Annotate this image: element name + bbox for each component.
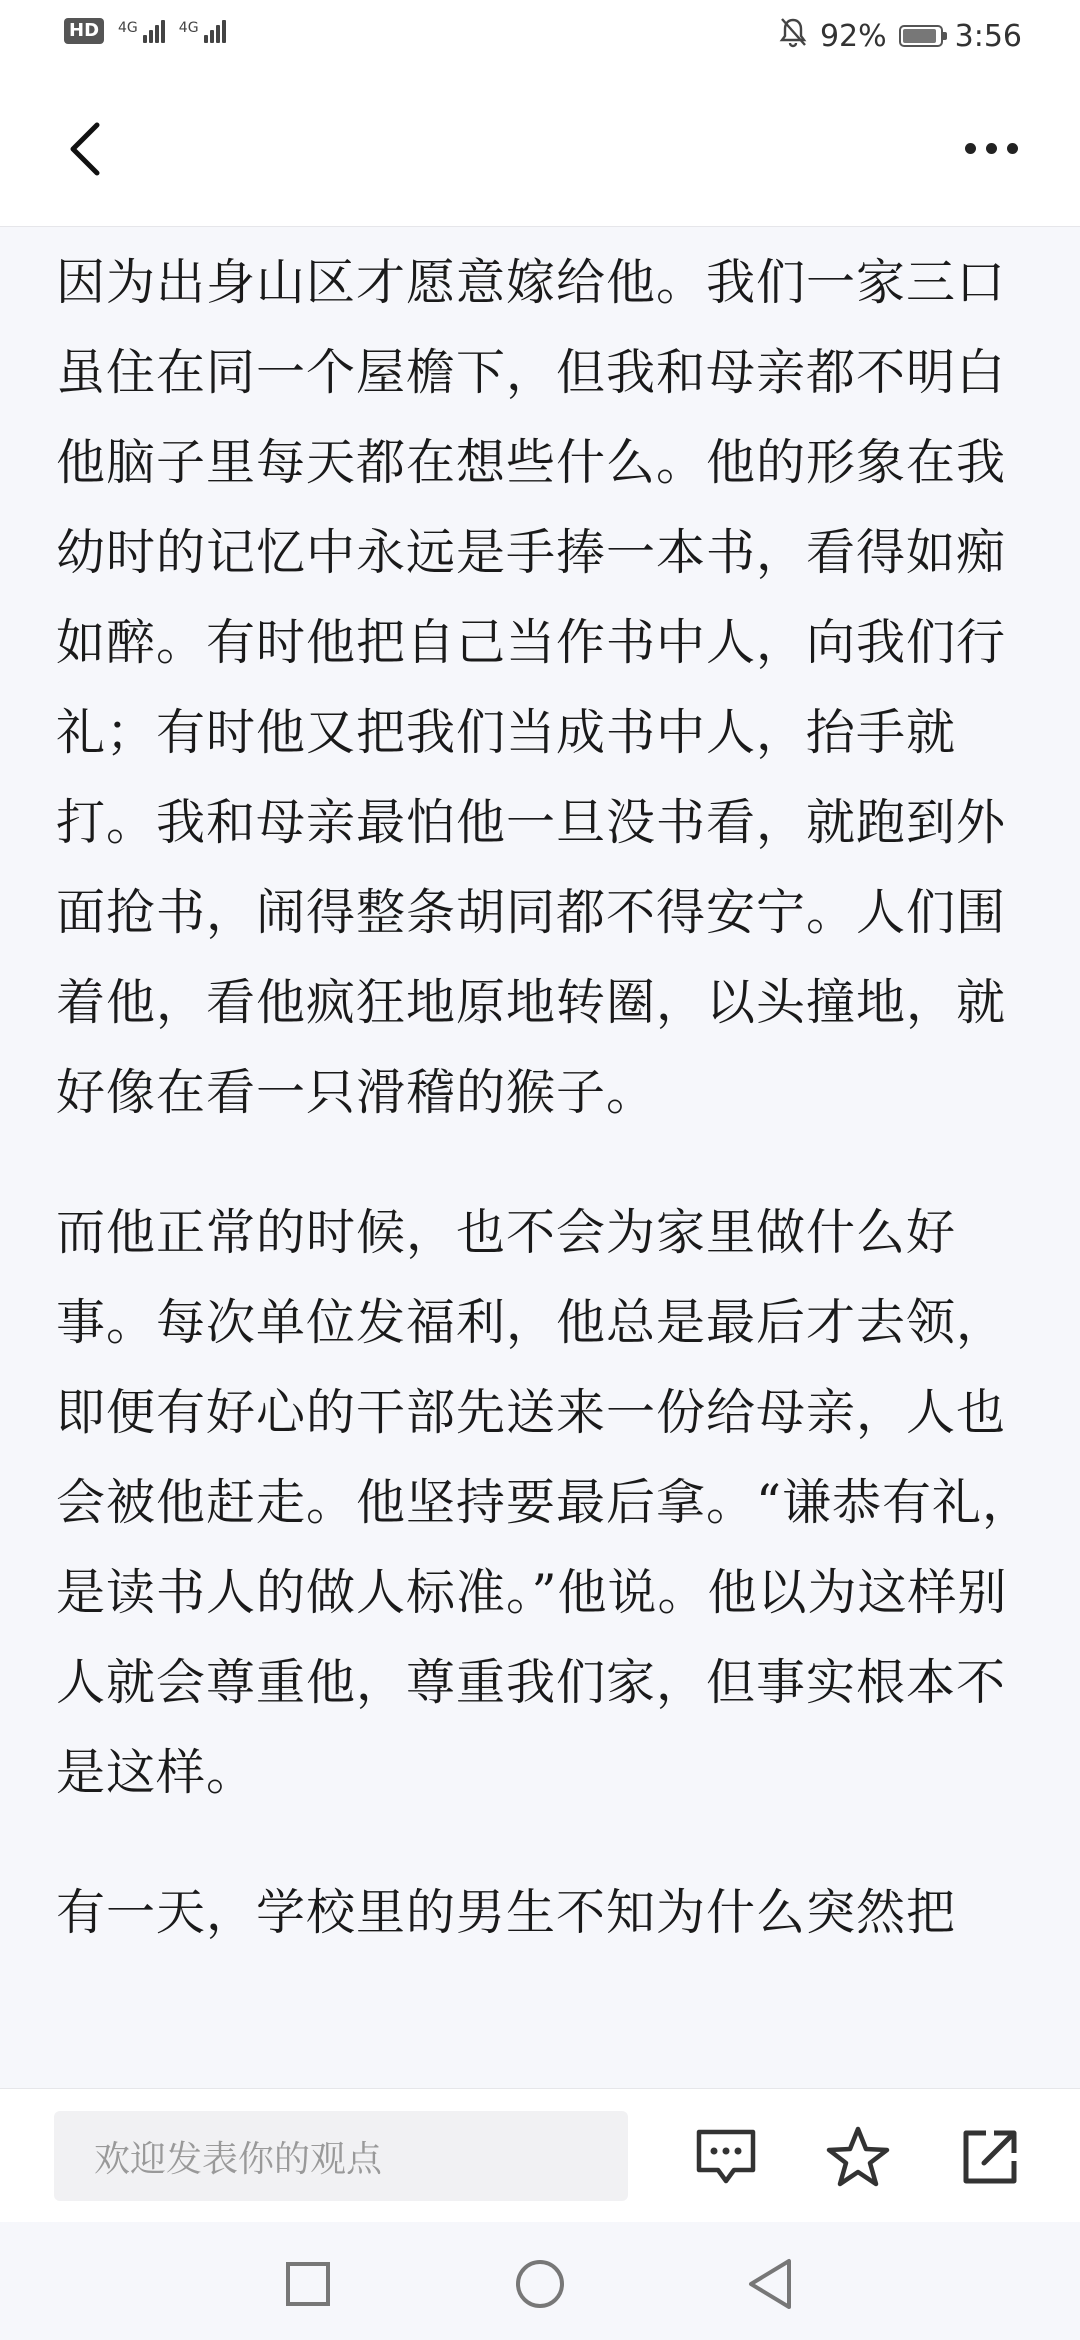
back-button[interactable] <box>50 114 120 184</box>
article-paragraph: 因为出身山区才愿意嫁给他。我们一家三口虽住在同一个屋檐下，但我和母亲都不明白他脑子里每天都在想些什么。他的形象在我幼时的记忆中永远是手捧一本书，看得如痴如醉。有时他把自己当作书中人，向我们行礼；有时他又把我们当成书中人，抬手就打。我和母亲最怕他一旦没书看，就跑到外面抢书，闹得整条胡同都不得安宁。人们围着他，看他疯狂地原地转圈，以头撞地，就好像在看一只滑稽的猴子。 <box>56 254 1007 1121</box>
home-button[interactable] <box>500 2244 580 2324</box>
bottom-action-bar <box>0 2088 1080 2223</box>
battery-icon <box>899 25 943 47</box>
status-left <box>64 18 226 44</box>
circle-icon <box>514 2258 566 2310</box>
more-dot-icon <box>1007 143 1018 154</box>
status-bar <box>0 0 1080 76</box>
comment-input[interactable] <box>54 2111 628 2201</box>
square-icon <box>284 2260 332 2308</box>
triangle-back-icon <box>745 2257 795 2311</box>
recents-button[interactable] <box>268 2244 348 2324</box>
hd-badge: HD <box>64 18 104 44</box>
article-paragraph: 而他正常的时候，也不会为家里做什么好事。每次单位发福利，他总是最后才去领，即便有好心的干部先送来一份给母亲，人也会被他赶走。他坚持要最后拿。“谦恭有礼，是读书人的做人标准。”他说。他以为这样别人就会尊重他，尊重我们家，但事实根本不是这样。 <box>56 1204 1033 1801</box>
comment-placeholder: 欢迎发表你的观点 <box>94 2138 383 2180</box>
system-nav-bar <box>0 2222 1080 2340</box>
network-label-2: 4G <box>178 19 199 36</box>
battery-percent: 92% <box>819 18 887 54</box>
more-dot-icon <box>986 143 997 154</box>
article-paragraph: 有一天，学校里的男生不知为什么突然把 <box>56 1884 957 1941</box>
mute-bell-icon <box>778 16 808 56</box>
share-icon <box>960 2127 1020 2187</box>
chevron-left-icon <box>65 119 105 179</box>
comment-button[interactable] <box>686 2117 766 2197</box>
status-right <box>778 16 1022 56</box>
signal-4g-icon <box>118 20 165 43</box>
system-back-button[interactable] <box>730 2244 810 2324</box>
more-dot-icon <box>965 143 976 154</box>
favorite-button[interactable] <box>818 2117 898 2197</box>
signal-4g-icon-2 <box>179 20 226 43</box>
article-body <box>56 238 1036 2008</box>
clock-time: 3:56 <box>954 18 1022 54</box>
comment-icon <box>694 2127 758 2187</box>
more-options-button[interactable] <box>946 118 1036 178</box>
share-button[interactable] <box>950 2117 1030 2197</box>
star-icon <box>825 2125 891 2189</box>
network-label: 4G <box>118 19 138 36</box>
battery-fill <box>903 29 936 43</box>
top-nav <box>0 76 1080 227</box>
